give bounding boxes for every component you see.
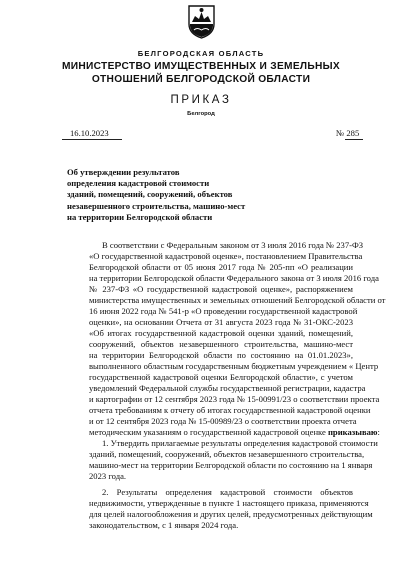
ministry-title-line-1: МИНИСТЕРСТВО ИМУЩЕСТВЕННЫХ И ЗЕМЕЛЬНЫХ [61, 61, 341, 72]
item-1-line: машино-мест на территории Белгородской области по состоянию на 1 января [89, 460, 373, 470]
body-line: 16 июня 2022 года № 541-р «О проведении государственной кадастровой [89, 306, 358, 316]
document-date: 16.10.2023 [70, 128, 109, 138]
body-line-bold: приказываю [327, 427, 378, 437]
body-line: Белгородской области от 05 июня 2017 года № 205-пп «О реализации [89, 262, 353, 272]
body-line: на территории Белгородской области Федерального закона от 3 июля 2016 года [89, 273, 379, 283]
body-line: на территории Белгородской области по состоянию на 01.01.2023», [89, 350, 353, 360]
body-line: и картографии от 12 сентября 2023 года № 15-00991/23 о соответствии проекта [89, 394, 380, 404]
subject-line: незавершенного строительства, машино-мест [67, 200, 246, 211]
number-value: 285 [346, 128, 360, 138]
body-line: уведомлений Федеральной службы государственной регистрации, кадастра [89, 383, 366, 393]
number-underline [345, 139, 363, 140]
coat-of-arms-icon [185, 2, 218, 40]
subject-line: на территории Белгородской области [67, 211, 213, 222]
body-line: министерства имущественных и земельных отношений Белгородской области от [89, 295, 386, 305]
body-line-final [89, 427, 380, 438]
region-title: БЕЛГОРОДСКАЯ ОБЛАСТЬ [137, 49, 265, 58]
body-line: оценки», на основании Отчета от 31 августа 2023 года № 31-ОКС-2023 [89, 317, 353, 327]
body-line: выполненного областным государственным бюджетным учреждением « Центр [89, 361, 379, 371]
date-underline [62, 139, 122, 140]
subject-line: Об утверждении результатов [67, 167, 180, 177]
body-line: «О государственной кадастровой оценке», постановлением Правительства [89, 251, 363, 261]
body-line: государственной кадастровой оценки Белгородской области», с учетом [89, 372, 353, 382]
item-1-line: зданий, помещений, сооружений, объектов незавершенного строительства, [89, 449, 365, 459]
body-line-tail: : [377, 427, 380, 437]
subject-line: зданий, помещений, сооружений, объектов [67, 189, 233, 200]
item-1-line: 1. Утвердить прилагаемые результаты определения кадастровой стоимости [102, 438, 378, 448]
document-subject [67, 167, 245, 223]
document-number [336, 128, 359, 138]
item-2-line: недвижимости, утвержденные в пункте 1 настоящего приказа, применяются [89, 498, 369, 508]
item-2-line: законодательством, с 1 января 2024 года. [89, 520, 239, 530]
item-1-line: 2023 года. [89, 471, 127, 481]
body-line: В соответствии с Федеральным законом от 3 июля 2016 года № 237-ФЗ [102, 240, 364, 250]
body-line: сооружений, объектов незавершенного строительства, машино-мест [89, 339, 353, 349]
body-line: № 237-ФЗ «О государственной кадастровой оценке», распоряжением [89, 284, 353, 294]
ministry-title-line-2: ОТНОШЕНИЙ БЕЛГОРОДСКОЙ ОБЛАСТИ [91, 74, 311, 85]
body-line: отчета требованиям к отчету об итогах государственной кадастровой оценки [89, 405, 371, 415]
subject-line: определения кадастровой стоимости [67, 178, 210, 189]
item-2-line: для целей налогообложения и других целей, предусмотренных действующим [89, 509, 373, 519]
city-name: Белгород [187, 111, 215, 117]
document-type: ПРИКАЗ [170, 94, 232, 106]
item-2-line: 2. Результаты определения кадастровой стоимости объектов [102, 487, 353, 497]
body-line: и от 12 сентября 2023 года № 15-00989/23 о соответствии проекта отчета [89, 416, 357, 426]
body-line: «Об итогах государственной кадастровой оценки зданий, помещений, [89, 328, 353, 338]
body-line-text: методическим указаниям о государственной кадастровой оценке [89, 427, 326, 437]
number-sign: № [336, 128, 345, 138]
